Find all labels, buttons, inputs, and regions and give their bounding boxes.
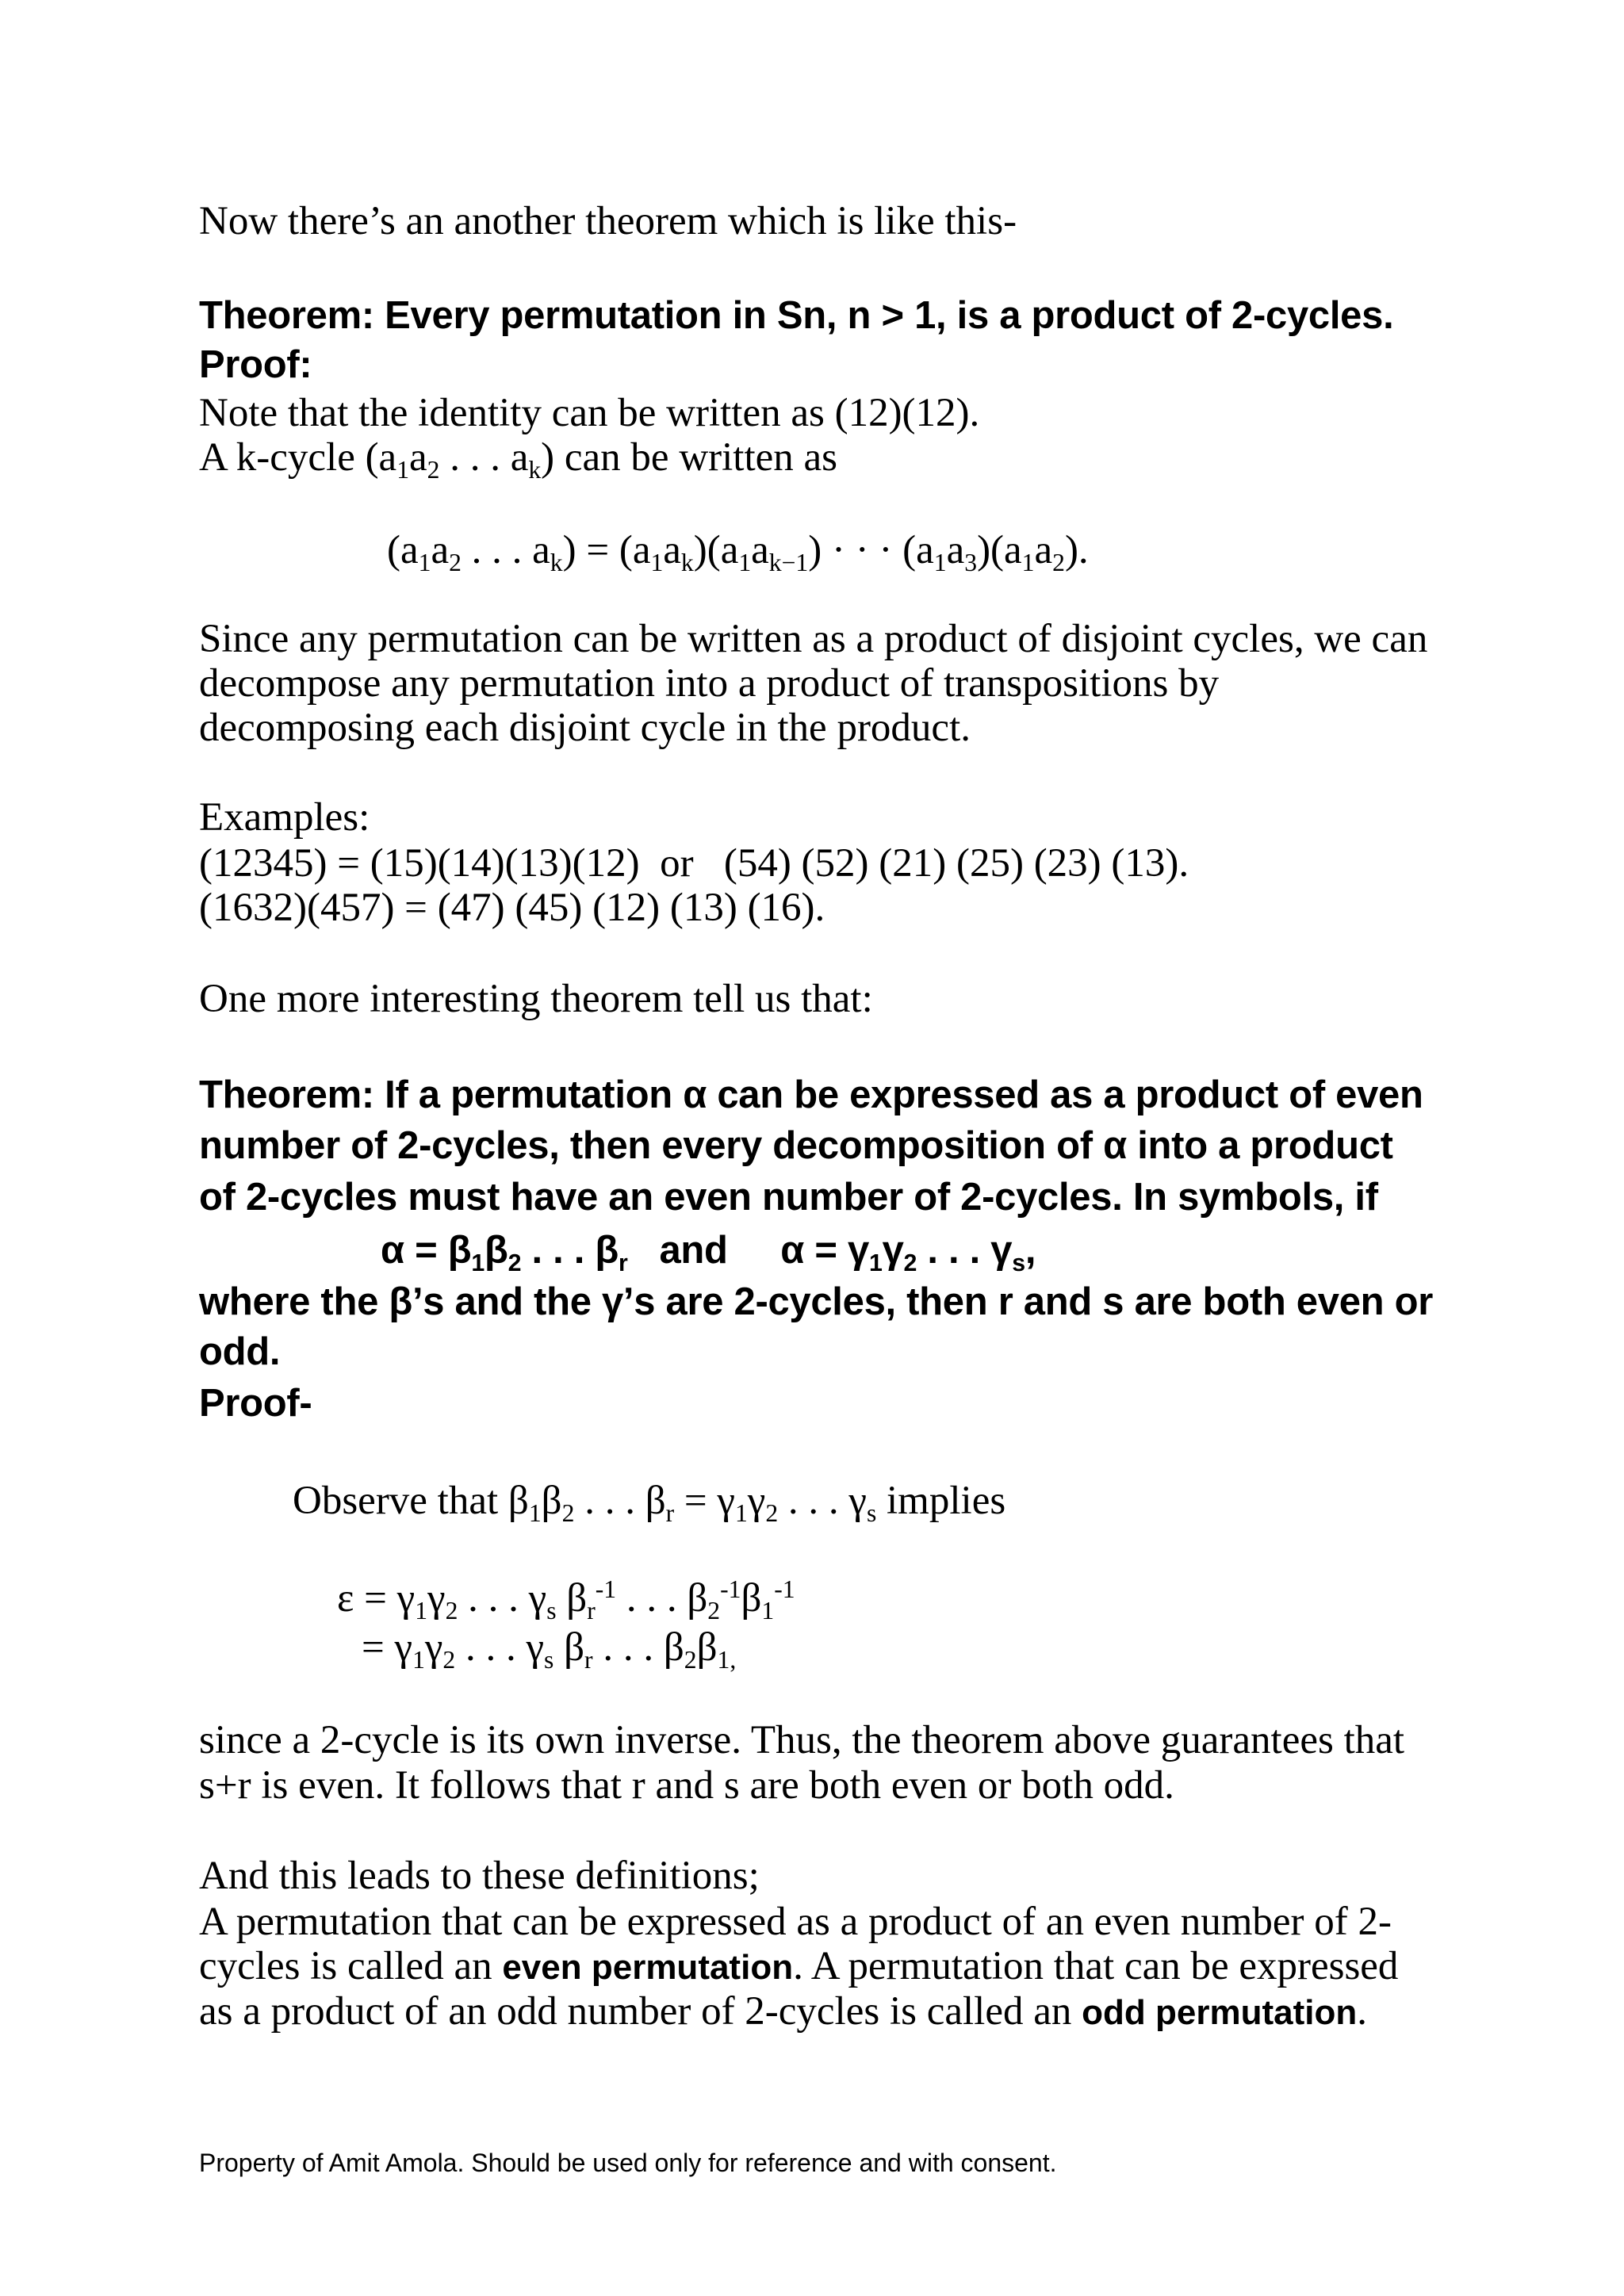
text-segment: )(a (693, 528, 739, 572)
subscript: k (680, 549, 694, 577)
text-segment: . . . γ (458, 1576, 547, 1621)
epsilon-line (337, 1575, 795, 1627)
text-segment: γ (424, 1625, 443, 1670)
text-segment: Observe that β (293, 1479, 529, 1523)
conclusion-line: since a 2-cycle is its own inverse. Thus, the theorem above guarantees that (199, 1718, 1405, 1762)
subscript: 2 (449, 549, 462, 577)
text-segment: ). (1064, 528, 1089, 572)
kcycle-line (199, 434, 837, 486)
text-segment: . . . γ (778, 1479, 867, 1523)
text-segment: β (556, 1576, 588, 1621)
example-line: (12345) = (15)(14)(13)(12) or (54) (52) (21) (25) (23) (13). (199, 841, 1189, 886)
subscript: 1 (415, 1597, 428, 1625)
subscript: 1 (933, 549, 947, 577)
conclusion-line: s+r is even. It follows that r and s are both even or both odd. (199, 1763, 1174, 1808)
text-segment: a (946, 528, 965, 572)
text-segment: a (663, 528, 681, 572)
subscript: 1 (734, 1499, 748, 1528)
subscript: 1 (738, 549, 752, 577)
subscript: 1 (1021, 549, 1035, 577)
subscript: 2 (561, 1499, 575, 1528)
text-segment: β (541, 1479, 562, 1523)
text-segment: . . . a (439, 435, 529, 480)
text-segment: . . . a (461, 528, 550, 572)
subscript: 2 (1052, 549, 1065, 577)
superscript: -1 (595, 1575, 617, 1603)
bold-term-odd-permutation: odd permutation (1082, 1993, 1358, 2032)
subscript: k−1 (768, 549, 809, 577)
definition-line (199, 1988, 1367, 2037)
theorem-2-statement-end-line: where the β’s and the γ’s are 2-cycles, then r and s are both even or (199, 1280, 1433, 1323)
text-segment: . . . β (574, 1479, 666, 1523)
definitions-lead: And this leads to these definitions; (199, 1854, 760, 1898)
kcycle-formula (387, 526, 1089, 579)
text-segment: , (1025, 1229, 1036, 1272)
text-segment: and α = γ (627, 1229, 869, 1272)
text-segment: ) can be written as (541, 435, 838, 480)
subscript: r (584, 1646, 593, 1674)
subscript: r (587, 1597, 596, 1625)
subscript: 1 (412, 1646, 425, 1674)
subscript: r (618, 1249, 628, 1276)
subscript: 1 (868, 1249, 883, 1276)
subscript: 2 (445, 1597, 458, 1625)
text-segment: . . . β (521, 1229, 619, 1272)
text-segment: β (553, 1625, 585, 1670)
text-segment: as a product of an odd number of 2-cycles is called an (199, 1989, 1082, 2034)
subscript: 1 (418, 549, 431, 577)
text-segment: . (1357, 1989, 1367, 2034)
theorem-2-statement-end-line: odd. (199, 1330, 281, 1373)
observe-line (293, 1477, 1005, 1529)
subscript: 3 (964, 549, 978, 577)
subscript: s (544, 1646, 554, 1674)
subscript: 2 (684, 1646, 697, 1674)
subscript: 2 (707, 1597, 721, 1625)
subscript: 2 (442, 1646, 456, 1674)
example-line: (1632)(457) = (47) (45) (12) (13) (16). (199, 886, 825, 930)
text-segment: (a (387, 528, 419, 572)
symbols-line (381, 1226, 1036, 1279)
subscript: s (546, 1597, 557, 1625)
text-segment: . . . γ (917, 1229, 1013, 1272)
text-segment: = γ (674, 1479, 735, 1523)
footer-note: Property of Amit Amola. Should be used only for reference and with consent. (199, 2149, 1057, 2177)
text-segment: . . . β (592, 1625, 684, 1670)
intro-text: Now there’s an another theorem which is like this- (199, 199, 1017, 243)
text-segment: ) · · · (a (808, 528, 934, 572)
transition-line: One more interesting theorem tell us that: (199, 977, 873, 1021)
text-segment: . . . γ (455, 1625, 545, 1670)
subscript: r (665, 1499, 675, 1528)
theorem-2-statement-line: Theorem: If a permutation α can be expressed as a product of even (199, 1073, 1423, 1116)
text-segment: ) = (a (562, 528, 651, 572)
theorem-2-statement-line: of 2-cycles must have an even number of 2-cycles. In symbols, if (199, 1176, 1378, 1219)
paragraph-line: decompose any permutation into a product of transpositions by (199, 661, 1220, 706)
paragraph-line: Since any permutation can be written as a product of disjoint cycles, we can (199, 617, 1428, 661)
subscript: 1 (650, 549, 664, 577)
text-segment: a (751, 528, 769, 572)
subscript: k (550, 549, 563, 577)
text-segment: γ (427, 1576, 446, 1621)
text-segment: A k-cycle (a (199, 435, 397, 480)
proof-label-2: Proof- (199, 1382, 312, 1425)
text-segment: implies (876, 1479, 1006, 1523)
text-segment: . . . β (616, 1576, 708, 1621)
equals-line (362, 1624, 736, 1676)
superscript: -1 (720, 1575, 741, 1603)
subscript: k (528, 456, 542, 484)
text-segment: α = β (381, 1229, 472, 1272)
subscript: 1 (528, 1499, 542, 1528)
text-segment: = γ (362, 1625, 413, 1670)
subscript: 2 (508, 1249, 522, 1276)
superscript: -1 (774, 1575, 795, 1603)
text-segment: a (409, 435, 427, 480)
definition-line: A permutation that can be expressed as a product of an even number of 2- (199, 1900, 1392, 1944)
identity-line: Note that the identity can be written as (12)(12). (199, 391, 980, 435)
theorem-1-statement: Theorem: Every permutation in Sn, n > 1, is a product of 2-cycles. (199, 294, 1394, 337)
text-segment: β (696, 1625, 718, 1670)
subscript: 1 (396, 456, 410, 484)
subscript: s (866, 1499, 877, 1528)
theorem-2-statement-line: number of 2-cycles, then every decomposition of α into a product (199, 1124, 1393, 1167)
text-segment: cycles is called an (199, 1944, 503, 1988)
text-segment: β (741, 1576, 762, 1621)
text-segment: a (1034, 528, 1053, 572)
text-segment: )(a (977, 528, 1022, 572)
subscript: 1, (717, 1646, 737, 1674)
text-segment: β (484, 1229, 508, 1272)
proof-label: Proof: (199, 343, 312, 386)
text-segment: γ (882, 1229, 904, 1272)
subscript: s (1012, 1249, 1025, 1276)
subscript: 1 (471, 1249, 485, 1276)
text-segment: . A permutation that can be expressed (793, 1944, 1399, 1988)
subscript: 2 (765, 1499, 779, 1528)
subscript: 1 (761, 1597, 775, 1625)
subscript: 2 (427, 456, 440, 484)
text-segment: a (431, 528, 450, 572)
examples-label: Examples: (199, 795, 370, 840)
paragraph-line: decomposing each disjoint cycle in the product. (199, 706, 971, 750)
subscript: 2 (903, 1249, 917, 1276)
text-segment: γ (747, 1479, 766, 1523)
bold-term-even-permutation: even permutation (502, 1948, 794, 1987)
definition-line (199, 1942, 1398, 1992)
text-segment: ε = γ (337, 1576, 416, 1621)
